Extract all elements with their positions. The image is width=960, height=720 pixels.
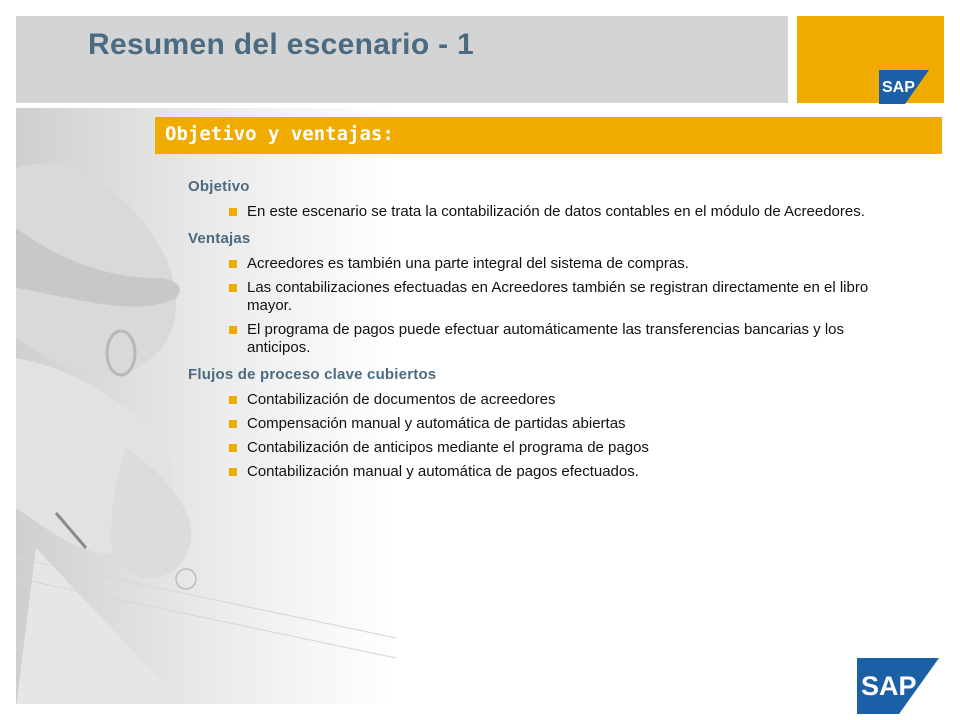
bullet-icon	[229, 444, 237, 452]
group-heading: Ventajas	[188, 230, 251, 247]
list-item: El programa de pagos puede efectuar automáticamente las transferencias bancarias y los anticipos.	[188, 321, 908, 357]
group-heading: Flujos de proceso clave cubiertos	[188, 366, 437, 383]
section-header	[155, 117, 942, 154]
section-header-label: Objetivo y ventajas:	[165, 123, 394, 145]
page-title: Resumen del escenario - 1	[88, 28, 474, 61]
bullet-icon	[229, 420, 237, 428]
svg-text:SAP: SAP	[861, 671, 917, 701]
bullet-icon	[229, 208, 237, 216]
list-item: Compensación manual y automática de partidas abiertas	[188, 415, 908, 433]
list-item: En este escenario se trata la contabilización de datos contables en el módulo de Acreedores.	[188, 203, 908, 221]
group-heading: Objetivo	[188, 178, 250, 195]
content-body	[188, 178, 908, 490]
group-flujos	[188, 366, 908, 481]
svg-text:SAP: SAP	[882, 79, 915, 96]
bullet-icon	[229, 396, 237, 404]
list-item: Contabilización manual y automática de pagos efectuados.	[188, 463, 908, 481]
group-ventajas	[188, 230, 908, 357]
group-objetivo	[188, 178, 908, 221]
bullet-icon	[229, 284, 237, 292]
list-item: Acreedores es también una parte integral del sistema de compras.	[188, 255, 908, 273]
list-item: Contabilización de anticipos mediante el programa de pagos	[188, 439, 908, 457]
list-item: Contabilización de documentos de acreedores	[188, 391, 908, 409]
list-item: Las contabilizaciones efectuadas en Acreedores también se registran directamente en el libro mayor.	[188, 279, 908, 315]
bullet-icon	[229, 326, 237, 334]
sap-logo-icon-bottom	[857, 658, 939, 714]
bullet-icon	[229, 260, 237, 268]
bullet-icon	[229, 468, 237, 476]
sap-logo-icon	[879, 70, 929, 104]
